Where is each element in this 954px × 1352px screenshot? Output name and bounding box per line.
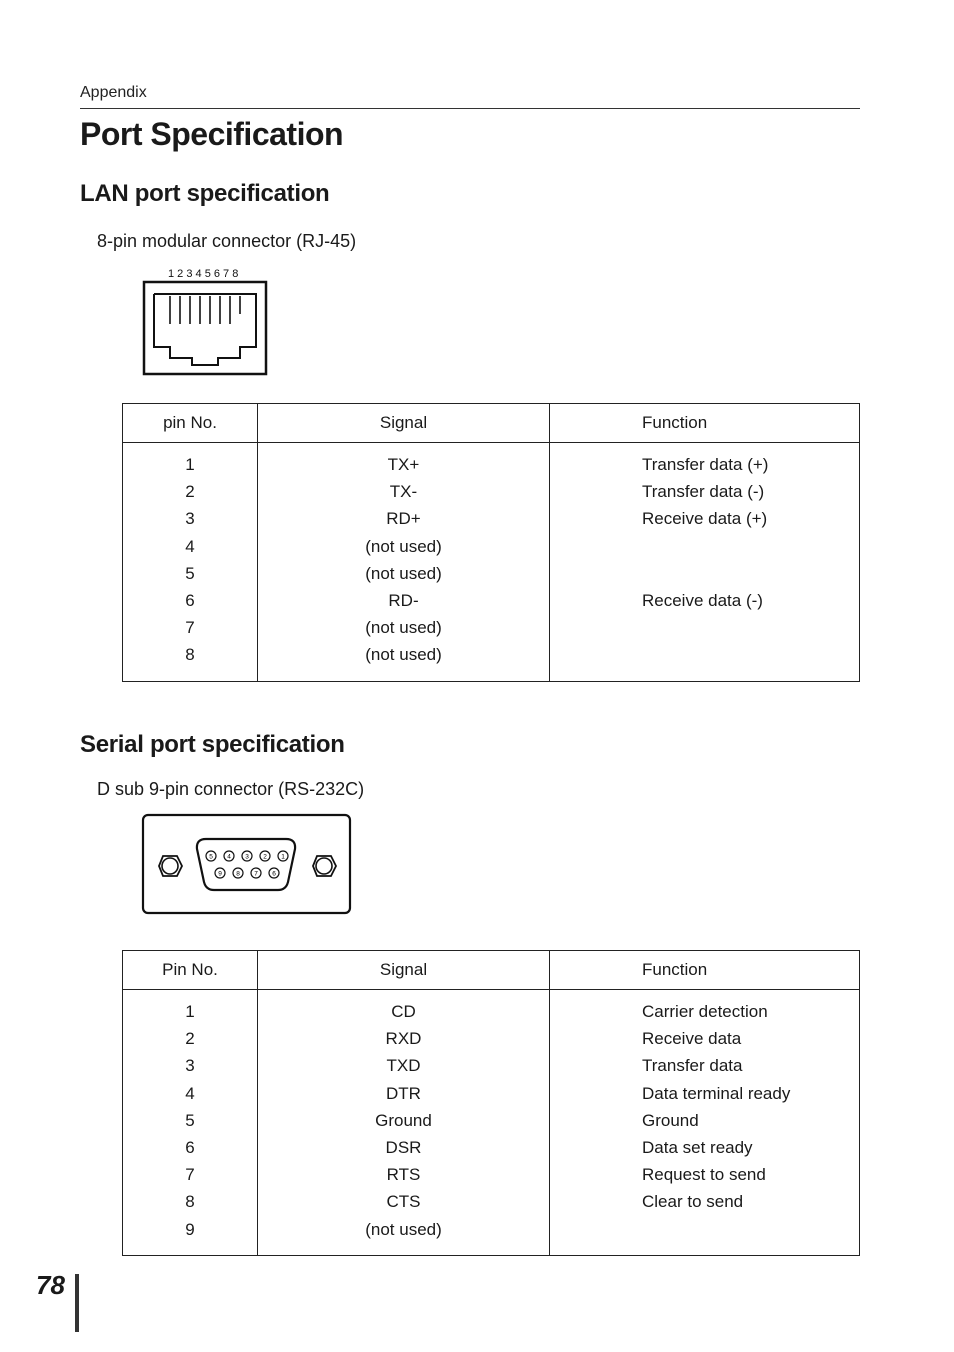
pin-cell: 3 <box>185 509 195 529</box>
signal-cell: (not used) <box>365 536 442 556</box>
signal-cell: Ground <box>375 1110 432 1130</box>
table-header-row <box>123 404 860 443</box>
header-rule <box>80 108 860 109</box>
signal-cell: RXD <box>385 1029 422 1049</box>
pin-cell: 5 <box>185 563 195 583</box>
signal-cell: (not used) <box>365 645 442 665</box>
function-column <box>550 443 860 682</box>
function-column <box>550 990 860 1256</box>
signal-cell: DSR <box>385 1137 422 1157</box>
function-cell: Receive data <box>642 1029 742 1049</box>
dsub-pin <box>260 851 270 861</box>
dsub-pin-number: 3 <box>245 853 249 861</box>
column-header-signal: Signal <box>258 951 550 990</box>
pin-cell: 8 <box>185 645 195 665</box>
signal-cell: (not used) <box>365 618 442 638</box>
function-cell: Clear to send <box>642 1192 744 1212</box>
function-cell: Receive data (+) <box>642 509 768 529</box>
pin-cell: 6 <box>185 1137 195 1157</box>
pin-column <box>123 990 258 1256</box>
dsub-outer-frame <box>143 815 350 913</box>
function-cell: Data terminal ready <box>642 1083 791 1103</box>
signal-cell: (not used) <box>365 1219 442 1239</box>
dsub-pin <box>206 851 216 861</box>
pin-cell: 6 <box>185 590 195 610</box>
pin-cell: 4 <box>185 536 195 556</box>
dsub-shell-outline <box>197 839 295 890</box>
column-header-pin: Pin No. <box>123 951 258 990</box>
left-screw-icon <box>159 856 182 876</box>
dsub-pin-number: 8 <box>236 870 240 878</box>
dsub-pin <box>251 868 261 878</box>
column-header-function: Function <box>550 951 860 990</box>
dsub-pin-number: 4 <box>227 853 231 861</box>
dsub-pin-number: 1 <box>281 853 285 861</box>
function-cell: Data set ready <box>642 1137 753 1157</box>
dsub-pin <box>215 868 225 878</box>
column-header-pin: pin No. <box>123 404 258 443</box>
serial-heading: Serial port specification <box>80 731 345 758</box>
signal-column <box>258 990 550 1256</box>
dsub-pin <box>233 868 243 878</box>
dsub-pin-number: 9 <box>218 870 222 878</box>
rj45-connector-diagram <box>140 264 272 380</box>
serial-pin-table <box>122 950 860 1256</box>
signal-cell: DTR <box>386 1083 421 1103</box>
function-cell <box>642 641 859 668</box>
function-cell: Ground <box>642 1110 699 1130</box>
signal-cell: TX+ <box>387 455 420 474</box>
dsub-pin <box>224 851 234 861</box>
pin-cell: 1 <box>185 1002 195 1021</box>
function-cell: Transfer data (-) <box>642 482 765 502</box>
dsub-pin-number: 7 <box>254 870 258 878</box>
pin-cell: 7 <box>185 618 195 638</box>
section-label: Appendix <box>80 84 147 101</box>
function-cell <box>642 533 859 560</box>
table-body-row <box>123 443 860 682</box>
function-cell <box>642 560 859 587</box>
serial-connector-label: D sub 9-pin connector (RS-232C) <box>97 779 365 799</box>
signal-cell: RTS <box>386 1165 421 1185</box>
function-cell: Transfer data (+) <box>642 455 769 474</box>
function-cell: Transfer data <box>642 1056 743 1076</box>
function-cell <box>642 1216 859 1243</box>
column-header-function: Function <box>550 404 860 443</box>
signal-column <box>258 443 550 682</box>
pin-column <box>123 443 258 682</box>
signal-cell: RD- <box>388 590 419 610</box>
column-header-signal: Signal <box>258 404 550 443</box>
pin-cell: 3 <box>185 1056 195 1076</box>
dsub-pin <box>278 851 288 861</box>
right-screw-icon <box>313 856 336 876</box>
function-cell: Receive data (-) <box>642 590 763 610</box>
dsub-pin-number: 2 <box>263 853 267 861</box>
page-title: Port Specification <box>80 116 344 152</box>
pin-cell: 4 <box>185 1083 195 1103</box>
pin-cell: 5 <box>185 1110 195 1130</box>
rj45-pin-numbers: 1 2 3 4 5 6 7 8 <box>168 268 239 280</box>
pin-cell: 7 <box>185 1165 195 1185</box>
pin-cell: 1 <box>185 455 195 474</box>
dsub-pin-number: 6 <box>272 870 276 878</box>
signal-cell: (not used) <box>365 563 442 583</box>
pin-cell: 8 <box>185 1192 195 1212</box>
dsub-pin-number: 5 <box>209 853 213 861</box>
signal-cell: TXD <box>386 1056 421 1076</box>
function-cell: Carrier detection <box>642 1002 768 1021</box>
pin-cell: 2 <box>185 1029 195 1049</box>
table-body-row <box>123 990 860 1256</box>
lan-heading: LAN port specification <box>80 180 330 207</box>
pin-cell: 9 <box>185 1219 195 1239</box>
table-header-row <box>123 951 860 990</box>
lan-pin-table <box>122 403 860 682</box>
dsub9-connector-diagram <box>140 812 354 918</box>
pin-cell: 2 <box>185 482 195 502</box>
function-cell <box>642 614 859 641</box>
lan-connector-label: 8-pin modular connector (RJ-45) <box>97 231 357 251</box>
rj45-outer-frame <box>144 282 266 374</box>
signal-cell: TX- <box>389 482 418 502</box>
page-number: 78 <box>36 1270 65 1300</box>
signal-cell: CTS <box>386 1192 421 1212</box>
function-cell: Request to send <box>642 1165 766 1185</box>
dsub-pin <box>242 851 252 861</box>
signal-cell: RD+ <box>386 509 421 529</box>
signal-cell: CD <box>391 1002 416 1021</box>
dsub-pin <box>269 868 279 878</box>
page-number-bar <box>75 1274 79 1332</box>
